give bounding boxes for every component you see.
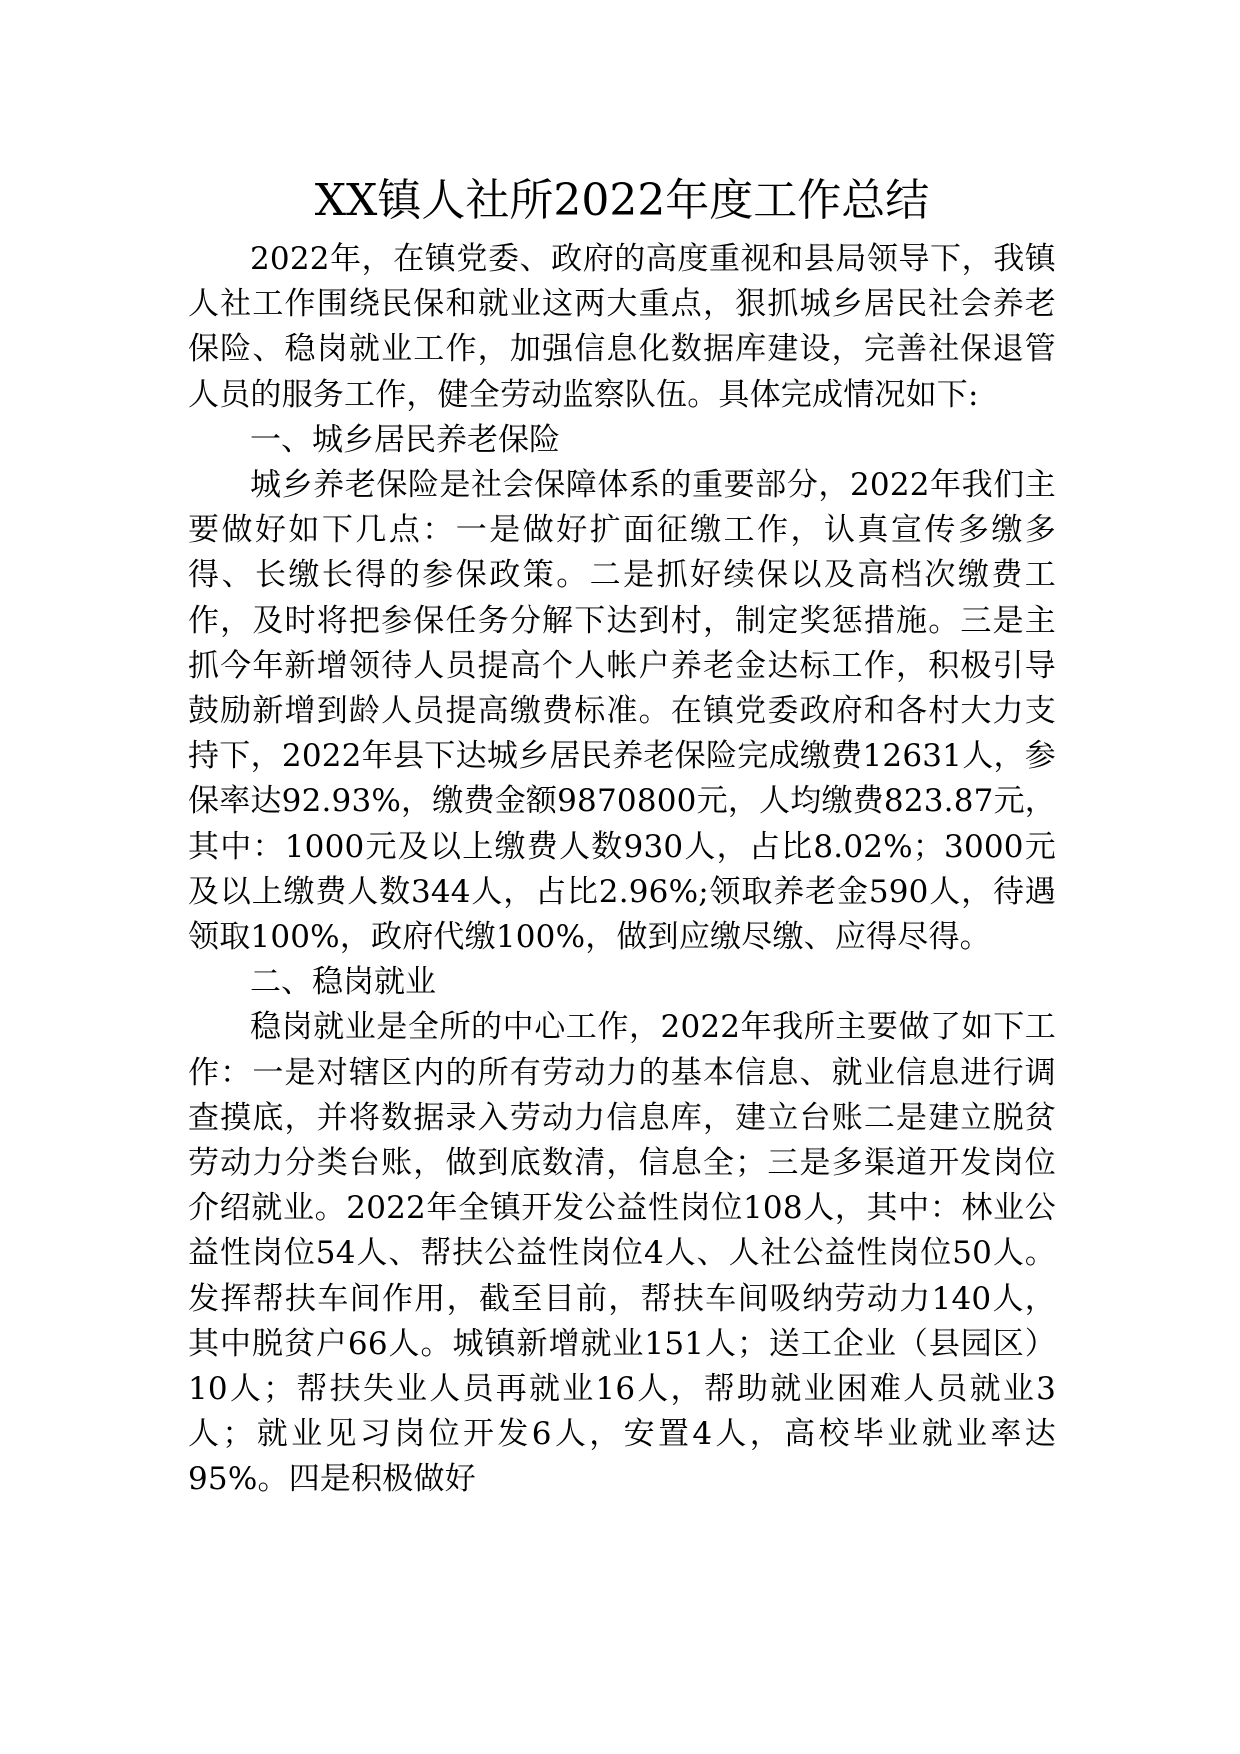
document-page xyxy=(188,165,1056,1503)
document-title: XX镇人社所2022年度工作总结 xyxy=(314,175,930,226)
section-heading-employment: 二、稳岗就业 xyxy=(250,964,436,1001)
intro-paragraph: 2022年，在镇党委、政府的高度重视和县局领导下，我镇人社工作围绕民保和就业这两大重点，狠抓城乡居民社会养老保险、稳岗就业工作，加强信息化数据库建设，完善社保退管人员的服务工作，健全劳动监察队伍。具体完成情况如下: xyxy=(188,241,1056,413)
pension-paragraph: 城乡养老保险是社会保障体系的重要部分，2022年我们主要做好如下几点：一是做好扩面征缴工作，认真宣传多缴多得、长缴长得的参保政策。二是抓好续保以及高档次缴费工作，及时将把参保任务分解下达到村，制定奖惩措施。三是主抓今年新增领待人员提高个人帐户养老金达标工作，积极引导鼓励新增到龄人员提高缴费标准。在镇党委政府和各村大力支持下，2022年县下达城乡居民养老保险完成缴费12631人，参保率达92.93%，缴费金额9870800元，人均缴费823.87元，其中：1000元及以上缴费人数930人，占比8.02%；3000元及以上缴费人数344人，占比2.96%;领取养老金590人，待遇领取100%，政府代缴100%，做到应缴尽缴、应得尽得。 xyxy=(188,467,1056,956)
section-heading-pension: 一、城乡居民养老保险 xyxy=(250,421,560,458)
employment-paragraph: 稳岗就业是全所的中心工作，2022年我所主要做了如下工作：一是对辖区内的所有劳动力的基本信息、就业信息进行调查摸底，并将数据录入劳动力信息库，建立台账二是建立脱贫劳动力分类台账，做到底数清，信息全；三是多渠道开发岗位介绍就业。2022年全镇开发公益性岗位108人，其中：林业公益性岗位54人、帮扶公益性岗位4人、人社公益性岗位50人。发挥帮扶车间作用，截至目前，帮扶车间吸纳劳动力140人，其中脱贫户66人。城镇新增就业151人；送工企业（县园区）10人；帮扶失业人员再就业16人，帮助就业困难人员就业3人；就业见习岗位开发6人，安置4人，高校毕业就业率达95%。四是积极做好 xyxy=(188,1009,1056,1498)
